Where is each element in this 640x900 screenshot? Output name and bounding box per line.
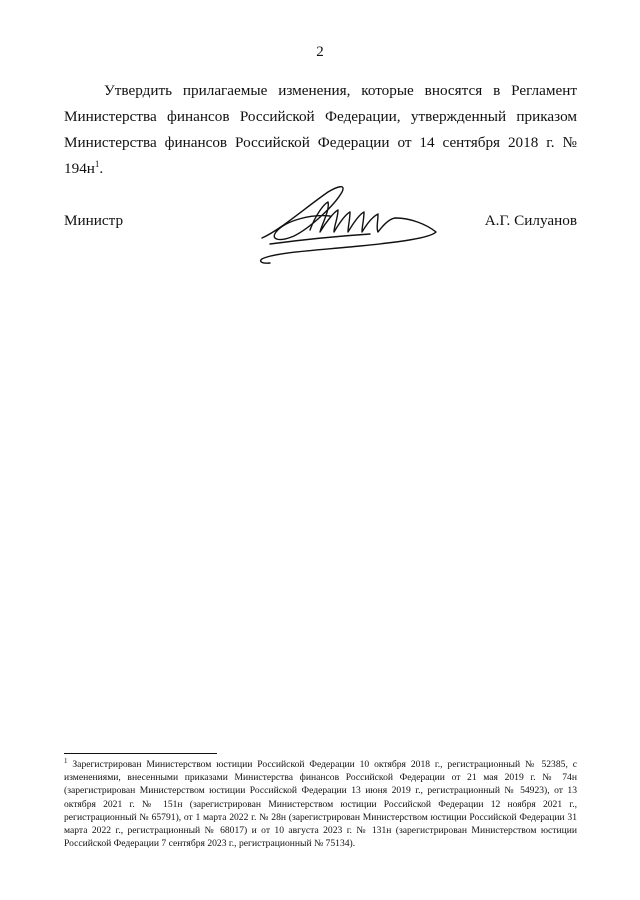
footnote-text: Зарегистрирован Министерством юстиции Российской Федерации 10 октября 2018 г., регистрационный № 52385, с изменениями, внесенными приказами Министерства финансов Российской Федерации от 21 мая 2019 г. № 74н (зарегистрирован Министерством юстиции Российской Федерации 13 июня 2019 г., регистрационный № 54923), от 13 октября 2021 г. № 151н (зарегистрирован Министерством юстиции Российской Федерации 12 ноября 2021 г., регистрационный № 65791), от 1 марта 2022 г. № 28н (зарегистрирован Министерством юстиции Российской Федерации 31 марта 2022 г., регистрационный № 68017) и от 10 августа 2023 г. № 131н (зарегистрирован Министерством юстиции Российской Федерации 7 сентября 2023 г., регистрационный № 75134). <box>64 759 577 850</box>
signatory-name: А.Г. Силуанов <box>484 212 577 229</box>
order-paragraph-end: . <box>99 160 104 177</box>
order-paragraph <box>64 78 577 182</box>
order-paragraph-text: Утвердить прилагаемые изменения, которые вносятся в Регламент Министерства финансов Российской Федерации, утвержденный приказом Министерства финансов Российской Федерации от 14 сентября 2018 г. № 194н <box>64 82 577 177</box>
footnote <box>64 758 577 850</box>
handwritten-signature <box>250 180 445 265</box>
footnote-marker: 1 <box>64 756 68 765</box>
footnote-separator <box>64 753 217 754</box>
footnote-reference[interactable]: 1 <box>94 158 100 169</box>
signatory-title: Министр <box>64 212 124 229</box>
page-number: 2 <box>316 44 324 60</box>
